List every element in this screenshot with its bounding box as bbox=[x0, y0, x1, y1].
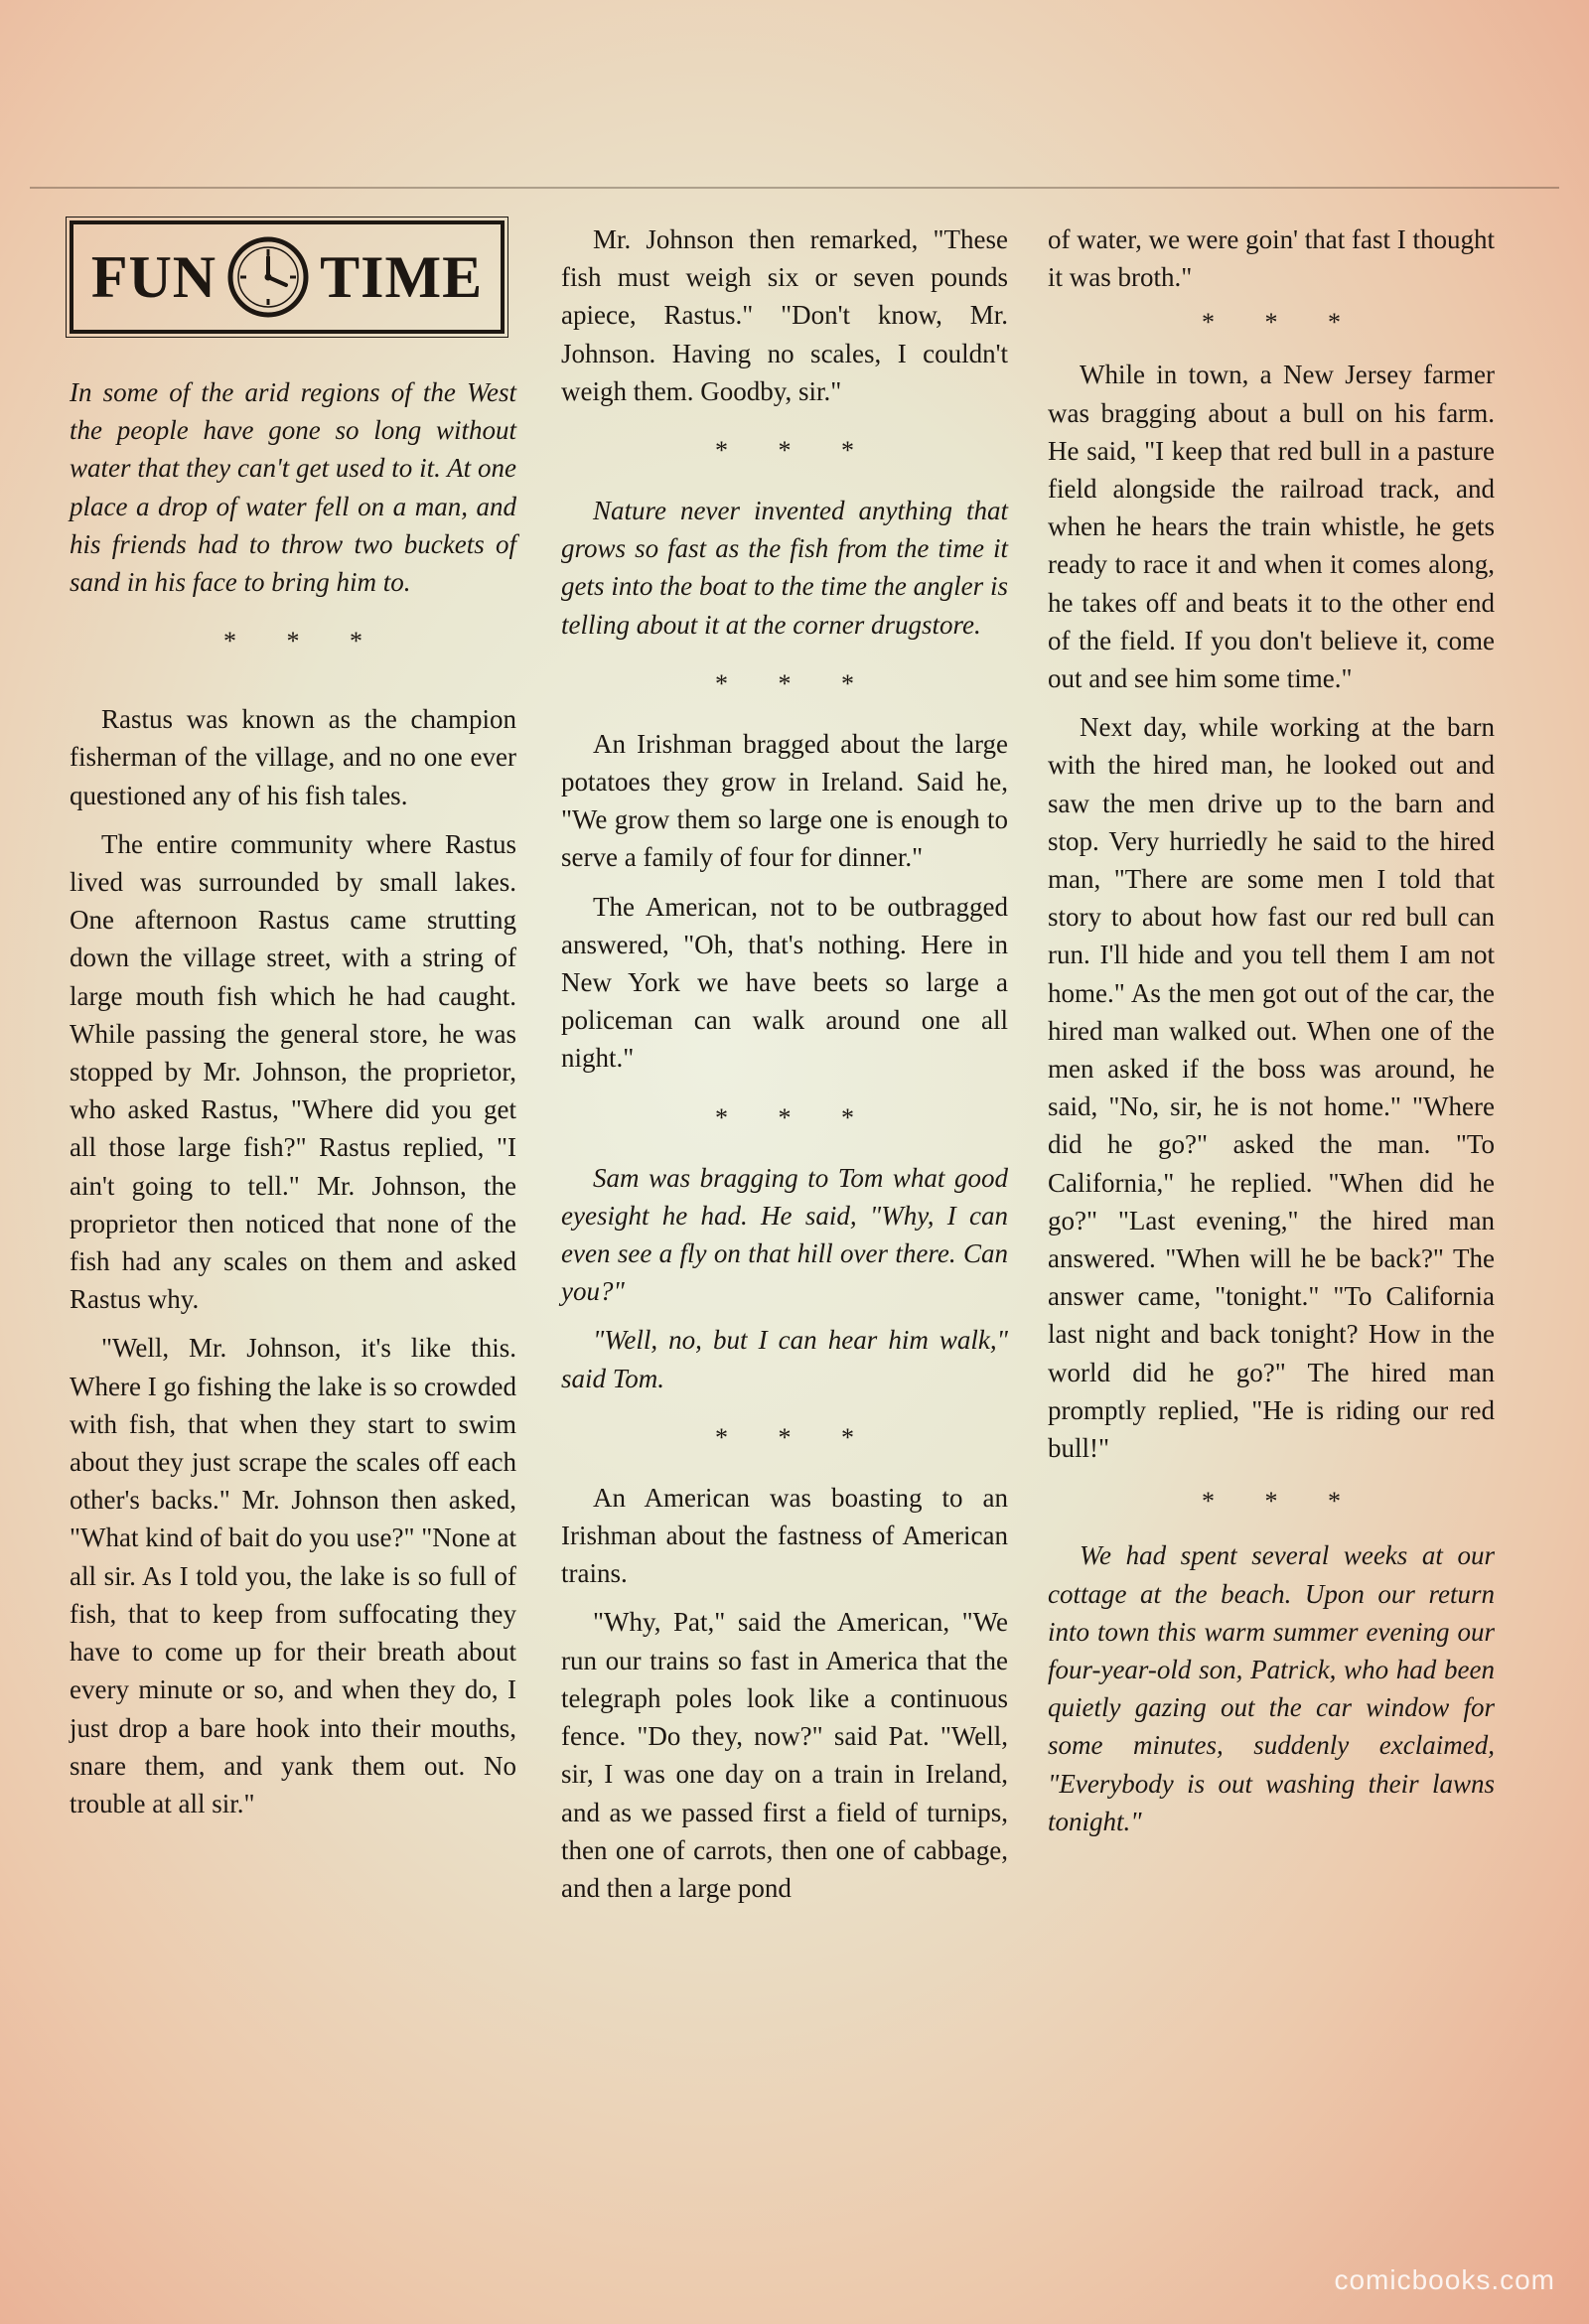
logo-word-fun: FUN bbox=[90, 244, 217, 310]
separator-stars: * * * bbox=[715, 1102, 876, 1132]
paragraph-red-bull: While in town, a New Jersey farmer was bragging about a bull on his farm. He said, "I keep that red bull in a pasture field alongside the railroad track, and when he hears the train whistle, he gets ready to race it and when it comes along, he takes off and beats it to the other end of the field. If you don't believe it, come out and see him some time." bbox=[1048, 360, 1495, 694]
paragraph-hired-man: Next day, while working at the barn with the hired man, he looked out and saw the men drive up to the barn and stop. Very hurriedly he said to the hired man, "There are some men I told that story to about how fast our red bull can run. I'll hide and you tell them I am not home." As the men got out of the car, the hired man walked out. When one of the men asked if the boss was around, he said, "No, sir, he is not home." "Where did he go?" asked the man. "To California," he replied. "When did he go?" "Last evening," the hired man answered. "When will he be back?" The answer came, "tonight." "To California last night and back tonight? How in the world did he go?" The hired man promptly replied, "He is riding our red bull!" bbox=[1048, 712, 1495, 1464]
logo-word-time: TIME bbox=[320, 244, 484, 310]
separator-stars: * * * bbox=[1202, 308, 1363, 338]
column-3 bbox=[1048, 220, 1495, 1840]
paragraph-rastus-reply: "Well, Mr. Johnson, it's like this. Where I go fishing the lake is so crowded with fish, that when they start to swim about they just scrape the scales off each other's backs." Mr. Johnson then asked, "What kind of bait do you use?" "None at all sir. As I told you, the lake is so full of fish, that to keep from suffocating they have to come up for their breath about every minute or so, and when they do, I just drop a bare hook into their mouths, snare them, and yank them out. No trouble at all sir." bbox=[70, 1333, 516, 1818]
paragraph-broth-ending: of water, we were goin' that fast I thought it was broth." bbox=[1048, 224, 1495, 293]
separator-stars: * * * bbox=[715, 668, 876, 698]
paragraph-johnson-remark: Mr. Johnson then remarked, "These fish must weigh six or seven pounds apiece, Rastus." "Don't know, Mr. Johnson. Having no scales, I couldn't weigh them. Goodby, sir." bbox=[561, 224, 1008, 406]
top-rule bbox=[30, 187, 1559, 189]
paragraph-pat-reply: "Why, Pat," said the American, "We run our trains so fast in America that the telegraph poles look like a continuous fence. "Do they, now?" said Pat. "Well, sir, I was one day on a train in Ireland, and as we passed first a field of turnips, then one of carrots, then one of cabbage, and then a large pond bbox=[561, 1607, 1008, 1903]
paragraph-american-trains: An American was boasting to an Irishman about the fastness of American trains. bbox=[561, 1482, 1008, 1589]
separator-stars: * * * bbox=[1202, 1487, 1363, 1517]
joke-washing-lawns: We had spent several weeks at our cottage at the beach. Upon our return into town this warm summer evening our four-year-old son, Patrick, who had been quietly gazing out the car window for some minutes, suddenly exclaimed, "Everybody is out washing their lawns tonight." bbox=[1048, 1540, 1495, 1836]
separator-stars: * * * bbox=[715, 436, 876, 466]
watermark: comicbooks.com bbox=[1334, 2264, 1555, 2295]
joke-tom-reply: "Well, no, but I can hear him walk," said Tom. bbox=[561, 1325, 1008, 1393]
paragraph-rastus-intro: Rastus was known as the champion fisherman of the village, and no one ever questioned any of his fish tales. bbox=[70, 704, 516, 810]
clock-icon bbox=[226, 235, 310, 319]
fun-time-logo bbox=[70, 220, 505, 334]
column-1 bbox=[70, 220, 516, 1822]
separator-stars: * * * bbox=[223, 627, 384, 656]
paragraph-rastus-lakes: The entire community where Rastus lived was surrounded by small lakes. One afternoon Rastus came strutting down the village street, with a string of large mouth fish which he had caught. While passing the general store, he was stopped by Mr. Johnson, the proprietor, who asked Rastus, "Where did you get all those large fish?" Rastus replied, "I ain't going to tell." Mr. Johnson, the proprietor then noticed that none of the fish had any scales on them and asked Rastus why. bbox=[70, 828, 516, 1315]
separator-stars: * * * bbox=[715, 1422, 876, 1452]
joke-sam-eyesight: Sam was bragging to Tom what good eyesight he had. He said, "Why, I can even see a fly on that hill over there. Can you?" bbox=[561, 1162, 1008, 1307]
joke-nature-fish: Nature never invented anything that grows so fast as the fish from the time it gets into the boat to the time the angler is telling about it at the corner drugstore. bbox=[561, 496, 1008, 640]
paragraph-irishman-potatoes: An Irishman bragged about the large potatoes they grow in Ireland. Said he, "We grow them so large one is enough to serve a family of four for dinner." bbox=[561, 728, 1008, 873]
paragraph-american-beets: The American, not to be outbragged answered, "Oh, that's nothing. Here in New York we have beets so large a policeman can walk around one all night." bbox=[561, 891, 1008, 1074]
joke-arid-west: In some of the arid regions of the West the people have gone so long without water that they can't get used to it. At one place a drop of water fell on a man, and his friends had to throw two buckets of sand in his face to bring him to. bbox=[70, 377, 516, 598]
column-2 bbox=[561, 220, 1008, 1907]
